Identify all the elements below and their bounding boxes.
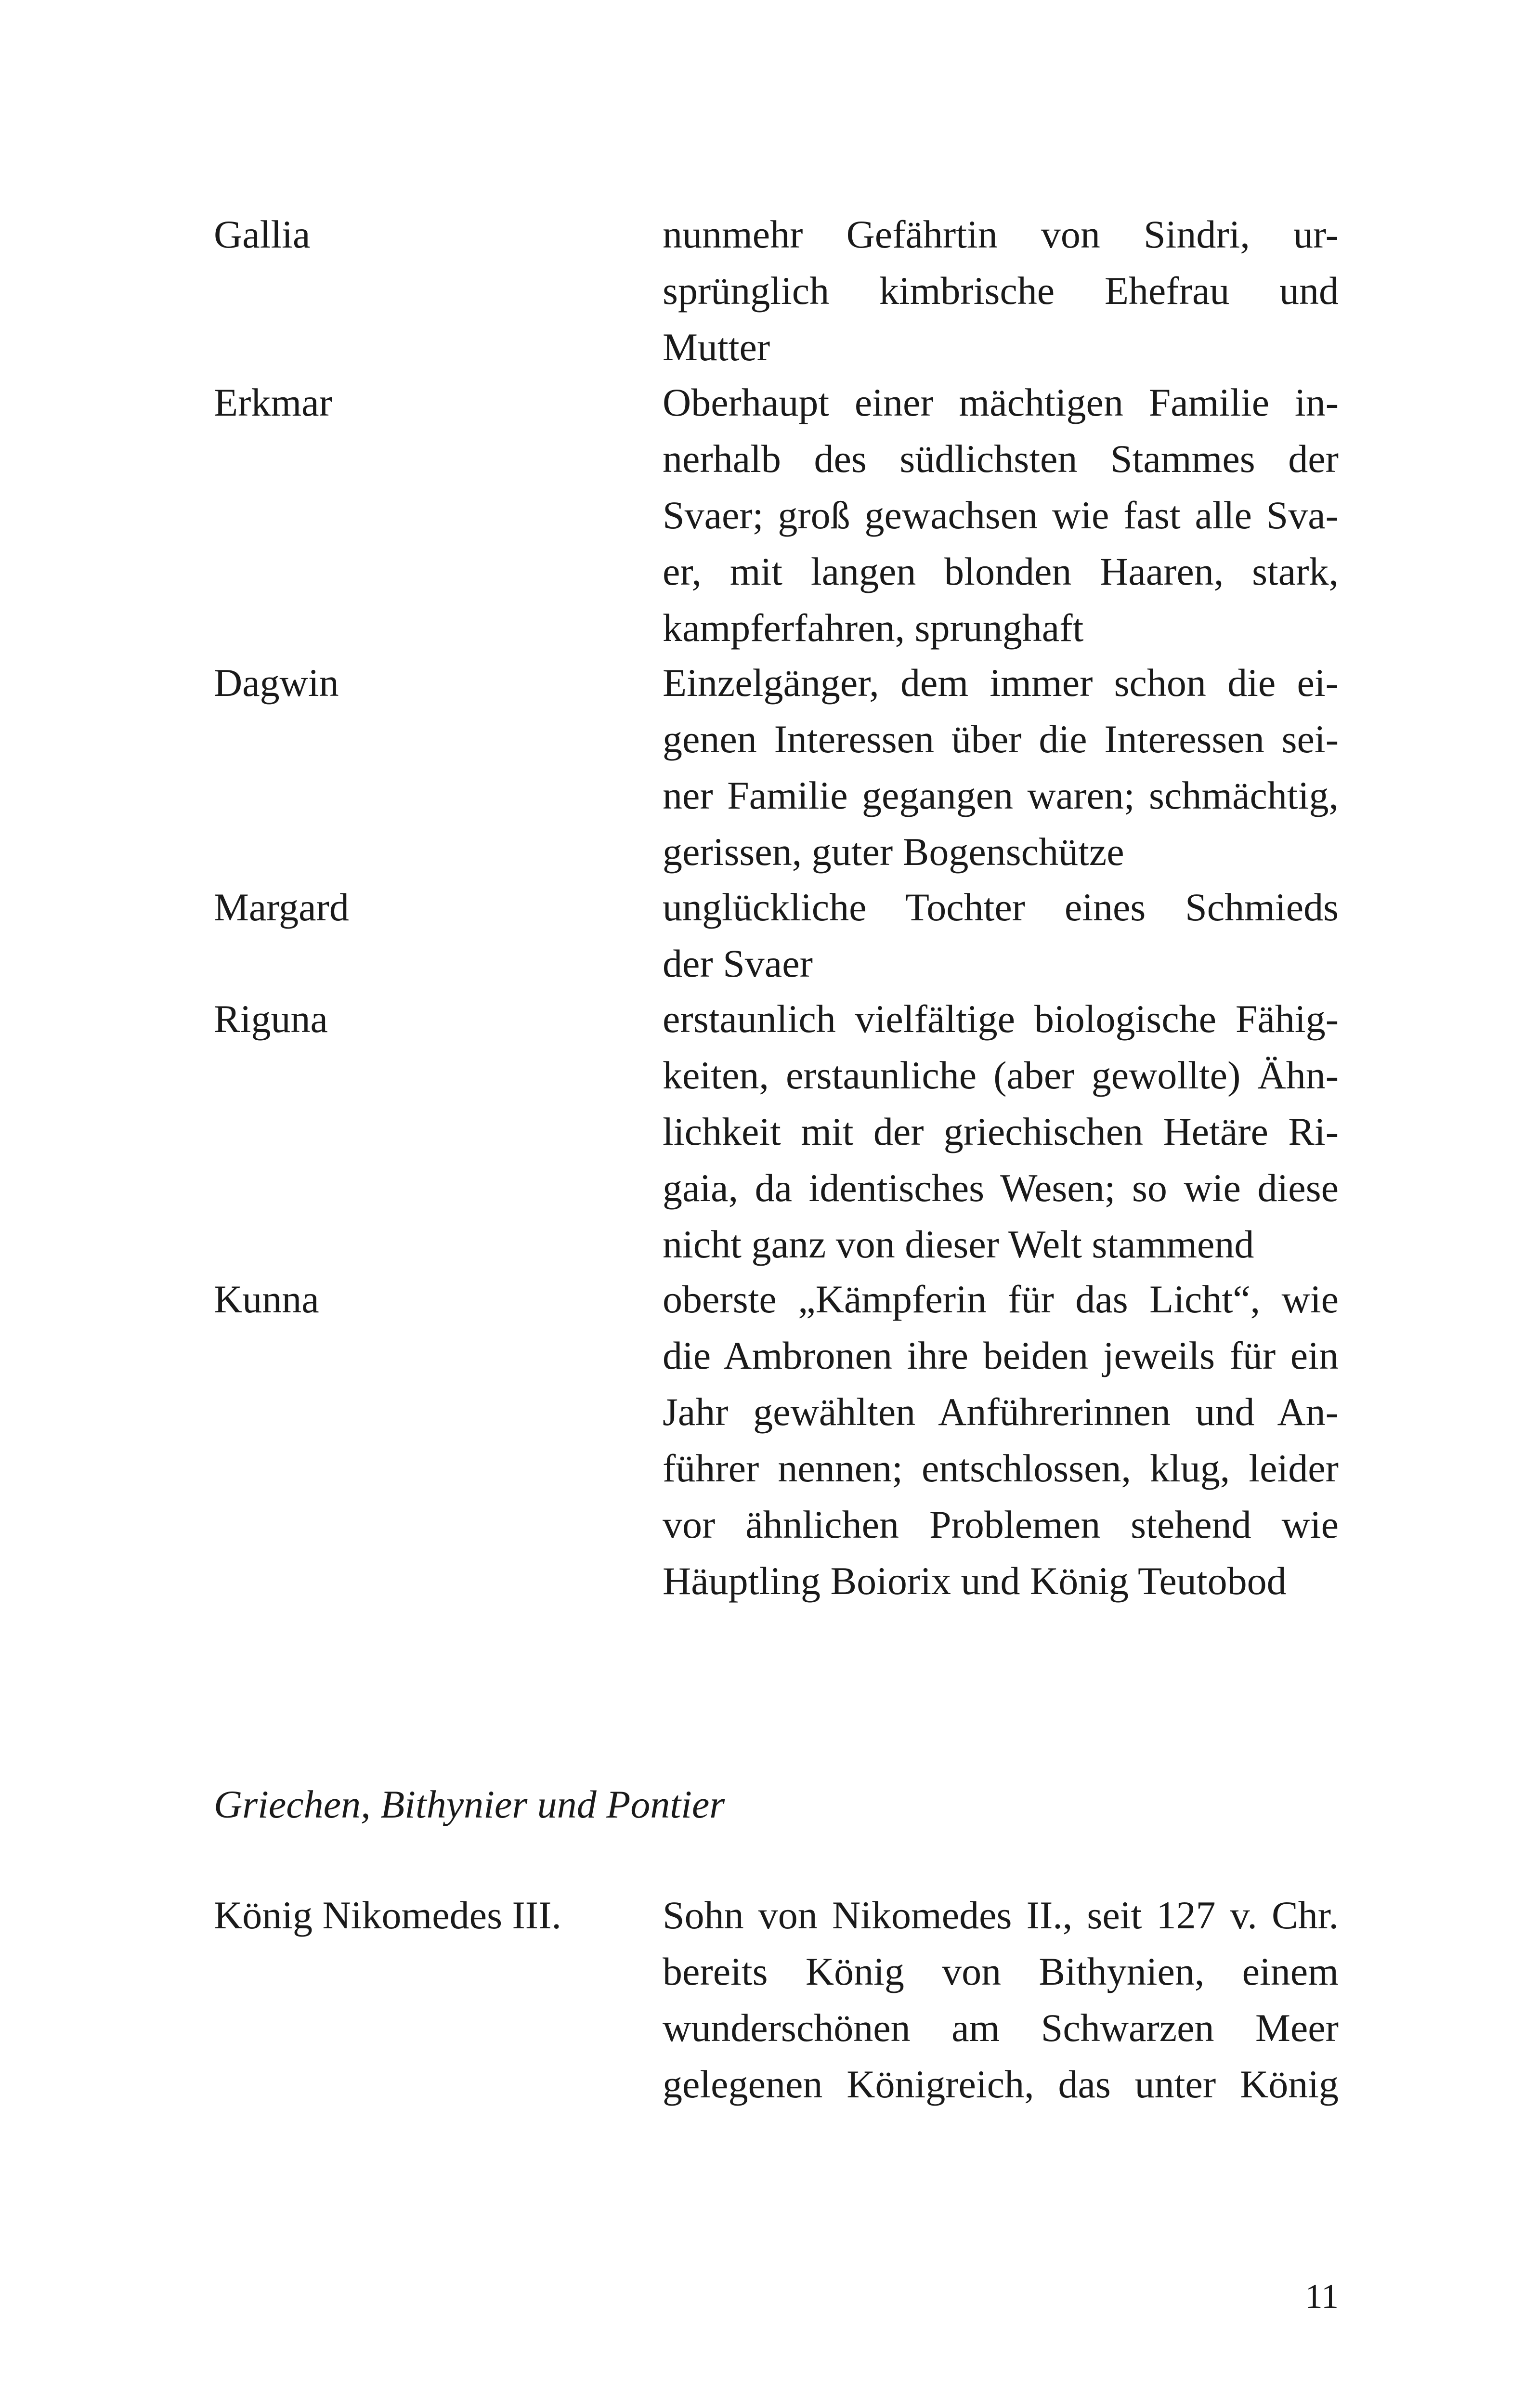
description-line: genen Interessen über die Interessen sei- — [663, 717, 1339, 761]
description-line: führer nennen; entschlossen, klug, leider — [663, 1446, 1339, 1490]
description-line: vor ähnlichen Problemen stehend wie — [663, 1503, 1339, 1546]
character-name: König Nikomedes III. — [214, 1893, 561, 1937]
character-description — [663, 206, 1339, 375]
description-line: Sohn von Nikomedes II., seit 127 v. Chr. — [663, 1893, 1339, 1937]
description-line: er, mit langen blonden Haaren, stark, — [663, 550, 1339, 593]
description-line: unglückliche Tochter eines Schmieds — [663, 885, 1339, 929]
description-line: ner Familie gegangen waren; schmächtig, — [663, 773, 1339, 817]
character-name: Gallia — [214, 212, 311, 256]
description-line: keiten, erstaunliche (aber gewollte) Ähn- — [663, 1053, 1339, 1097]
description-line: bereits König von Bithynien, einem — [663, 1950, 1339, 1993]
description-line: wunderschönen am Schwarzen Meer — [663, 2006, 1339, 2050]
description-line: Jahr gewählten Anführerinnen und An- — [663, 1390, 1339, 1434]
description-line: lichkeit mit der griechischen Hetäre Ri- — [663, 1110, 1339, 1153]
page-number: 11 — [1305, 2277, 1339, 2316]
character-name: Erkmar — [214, 380, 332, 424]
description-line: Häuptling Boiorix und König Teutobod — [663, 1559, 1287, 1603]
description-line: der Svaer — [663, 942, 813, 985]
description-line: gelegenen Königreich, das unter König — [663, 2062, 1339, 2106]
character-name: Dagwin — [214, 661, 339, 705]
character-name: Riguna — [214, 997, 328, 1041]
description-line: kampferfahren, sprunghaft — [663, 606, 1084, 650]
character-name: Kunna — [214, 1277, 319, 1321]
character-description — [663, 654, 1339, 880]
character-name: Margard — [214, 885, 349, 929]
description-line: oberste „Kämpferin für das Licht“, wie — [663, 1277, 1339, 1321]
description-line: Einzelgänger, dem immer schon die ei- — [663, 661, 1339, 705]
description-line: sprünglich kimbrische Ehefrau und — [663, 269, 1339, 313]
description-line: gerissen, guter Bogenschütze — [663, 830, 1124, 874]
description-line: erstaunlich vielfältige biologische Fähig- — [663, 997, 1339, 1041]
description-line: Oberhaupt einer mächtigen Familie in- — [663, 380, 1339, 424]
character-description — [663, 1887, 1339, 2112]
character-description — [663, 1271, 1339, 1609]
section-heading: Griechen, Bithynier und Pontier — [214, 1782, 725, 1826]
description-line: Svaer; groß gewachsen wie fast alle Sva- — [663, 493, 1339, 537]
description-line: nerhalb des südlichsten Stammes der — [663, 437, 1339, 481]
character-description — [663, 374, 1339, 656]
character-description — [663, 991, 1339, 1272]
description-line: die Ambronen ihre beiden jeweils für ein — [663, 1334, 1339, 1377]
description-line: Mutter — [663, 325, 770, 369]
description-line: nunmehr Gefährtin von Sindri, ur- — [663, 212, 1339, 256]
character-description — [663, 879, 1339, 992]
description-line: gaia, da identisches Wesen; so wie diese — [663, 1166, 1339, 1210]
description-line: nicht ganz von dieser Welt stammend — [663, 1222, 1254, 1266]
